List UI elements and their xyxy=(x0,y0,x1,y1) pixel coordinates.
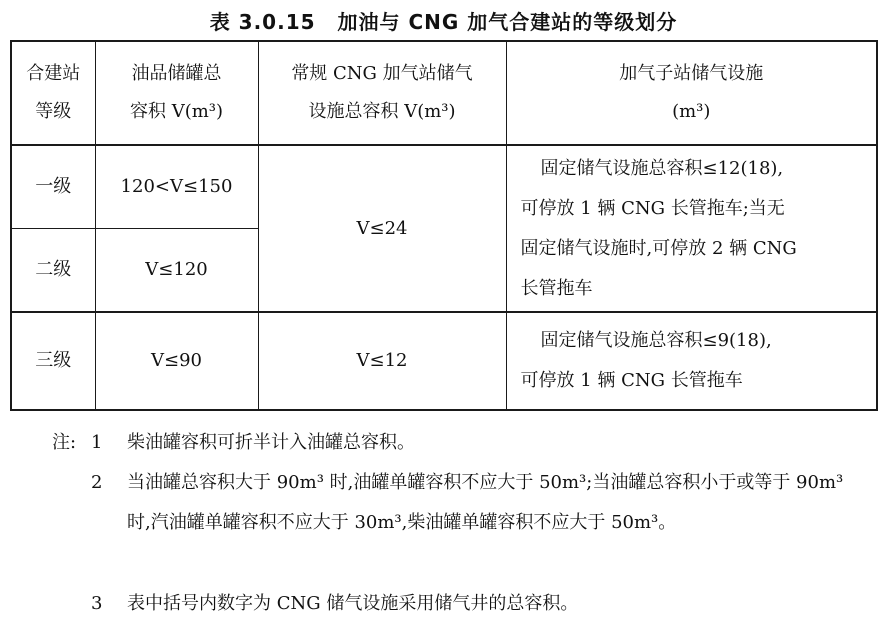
note-item xyxy=(0,463,887,583)
header-cng-volume xyxy=(258,41,506,145)
grade-cell: 二级 xyxy=(11,229,95,313)
table-header-row xyxy=(11,41,877,145)
note-item xyxy=(0,584,887,624)
substation-line: 固定储气设施总容积≤12(18), xyxy=(540,157,784,179)
note-text: 表中括号内数字为 CNG 储气设施采用储气井的总容积。 xyxy=(127,593,579,614)
substation-storage-cell xyxy=(506,145,877,312)
note-number: 1 xyxy=(91,432,103,453)
grade-cell: 三级 xyxy=(11,312,95,410)
header-substation-storage xyxy=(506,41,877,145)
table-title xyxy=(0,6,887,35)
header-grade-line-1: 合建站 xyxy=(26,63,81,84)
substation-line: 固定储气设施总容积≤9(18), xyxy=(540,330,772,351)
header-grade-line-2: 等级 xyxy=(35,101,72,122)
header-oil-line-2: 容积 V(m³) xyxy=(129,101,224,122)
note-text: 柴油罐容积可折半计入油罐总容积。 xyxy=(127,432,415,453)
note-number: 3 xyxy=(91,593,103,614)
table-row xyxy=(11,145,877,229)
oil-volume-cell: V≤120 xyxy=(95,229,258,313)
notes-label: 注: xyxy=(52,432,77,453)
grade-table xyxy=(10,40,878,411)
substation-line: 固定储气设施时,可停放 2 辆 CNG xyxy=(520,237,797,259)
substation-storage-cell xyxy=(506,312,877,410)
note-number: 2 xyxy=(91,472,103,493)
table-title-text: 加油与 CNG 加气合建站的等级划分 xyxy=(337,10,678,34)
substation-line: 可停放 1 辆 CNG 长管拖车 xyxy=(520,370,743,391)
header-cng-line-1: 常规 CNG 加气站储气 xyxy=(291,63,473,84)
substation-line: 长管拖车 xyxy=(520,277,593,299)
cng-volume-cell: V≤24 xyxy=(258,145,506,312)
oil-volume-cell: 120<V≤150 xyxy=(95,145,258,229)
header-cng-line-2: 设施总容积 V(m³) xyxy=(308,101,456,122)
table-row xyxy=(11,312,877,410)
header-oil-volume xyxy=(95,41,258,145)
note-item xyxy=(0,423,887,463)
header-sub-line-2: (m³) xyxy=(672,101,711,122)
table-number: 表 3.0.15 xyxy=(209,10,316,34)
substation-line: 可停放 1 辆 CNG 长管拖车;当无 xyxy=(520,197,785,219)
oil-volume-cell: V≤90 xyxy=(95,312,258,410)
header-oil-line-1: 油品储罐总 xyxy=(131,63,222,84)
header-grade xyxy=(11,41,95,145)
note-text: 当油罐总容积大于 90m³ 时,油罐单罐容积不应大于 50m³;当油罐总容积小于或等于 90m³ 时,汽油罐单罐容积不应大于 30m³,柴油罐单罐容积不应大于 50m³。 xyxy=(127,472,844,533)
header-sub-line-1: 加气子站储气设施 xyxy=(619,63,764,84)
cng-volume-cell: V≤12 xyxy=(258,312,506,410)
grade-cell: 一级 xyxy=(11,145,95,229)
